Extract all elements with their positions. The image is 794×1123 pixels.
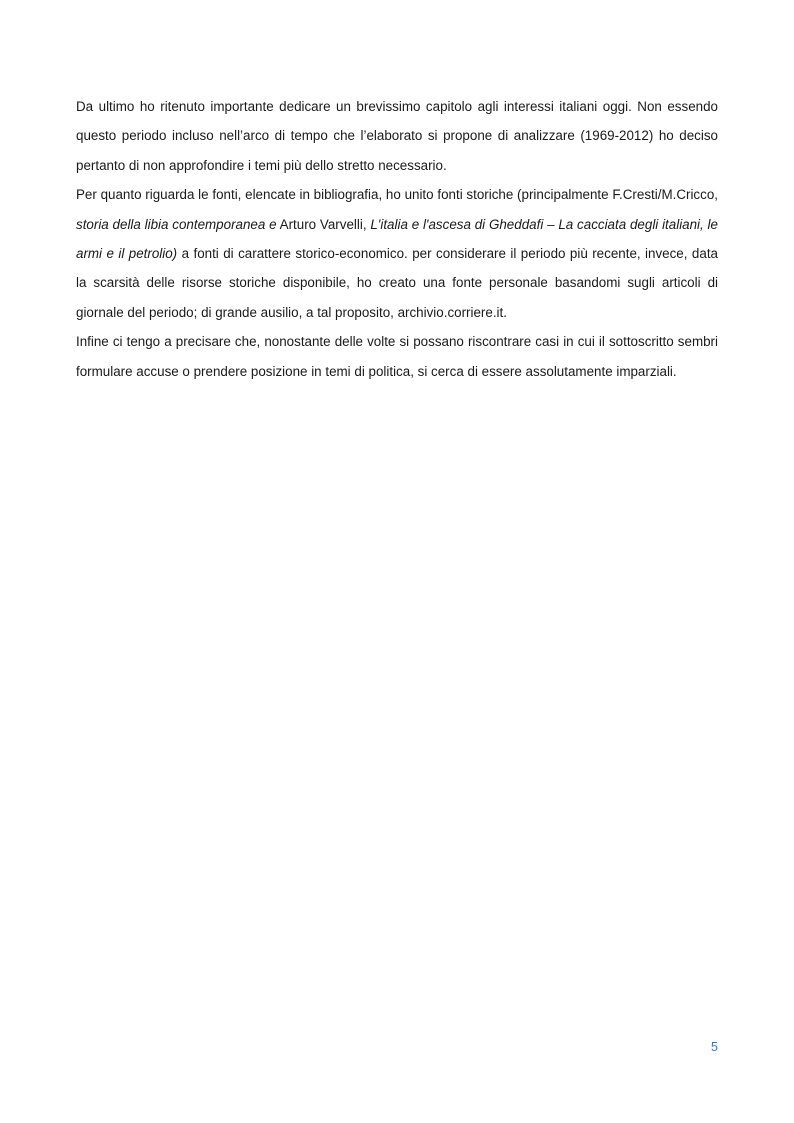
sources-text-1: Per quanto riguarda le fonti, elencate in bibliografia, ho unito fonti storiche (principalmente F.Cresti/M.Cricco, (76, 187, 718, 203)
sources-text-2: Arturo Varvelli, (276, 216, 371, 232)
sources-book-title-1: storia della libia contemporanea e (76, 216, 277, 232)
sources-book-title-2: L'italia e l'ascesa di Gheddafi – La cacciata degli italiani, le armi e il petrolio) (76, 216, 718, 262)
paragraph-disclaimer-text: Infine ci tengo a precisare che, nonostante delle volte si possano riscontrare casi in cui il sottoscritto sembri formulare accuse o prendere posizione in temi di politica, si cerca di essere assolutamente imparziali. (76, 334, 718, 379)
paragraph-intro (76, 92, 718, 180)
paragraph-intro-text: Da ultimo ho ritenuto importante dedicare un brevissimo capitolo agli interessi italiani oggi. Non essendo questo periodo incluso nell’arco di tempo che l’elaborato si propone di analizzare (1969-2012) ho deciso pertanto di non approfondire i temi più dello stretto necessario. (76, 99, 718, 173)
page-number: 5 (711, 1040, 718, 1054)
sources-text-3: a fonti di carattere storico-economico. per considerare il periodo più recente, invece, data la scarsità delle risorse storiche disponibile, ho creato una fonte personale basandomi sugli articoli di giornale del periodo; di grande ausilio, a tal proposito, archivio.corriere.it. (76, 246, 718, 320)
paragraph-sources (76, 180, 718, 327)
paragraph-disclaimer (76, 327, 718, 386)
body-text (76, 92, 718, 386)
